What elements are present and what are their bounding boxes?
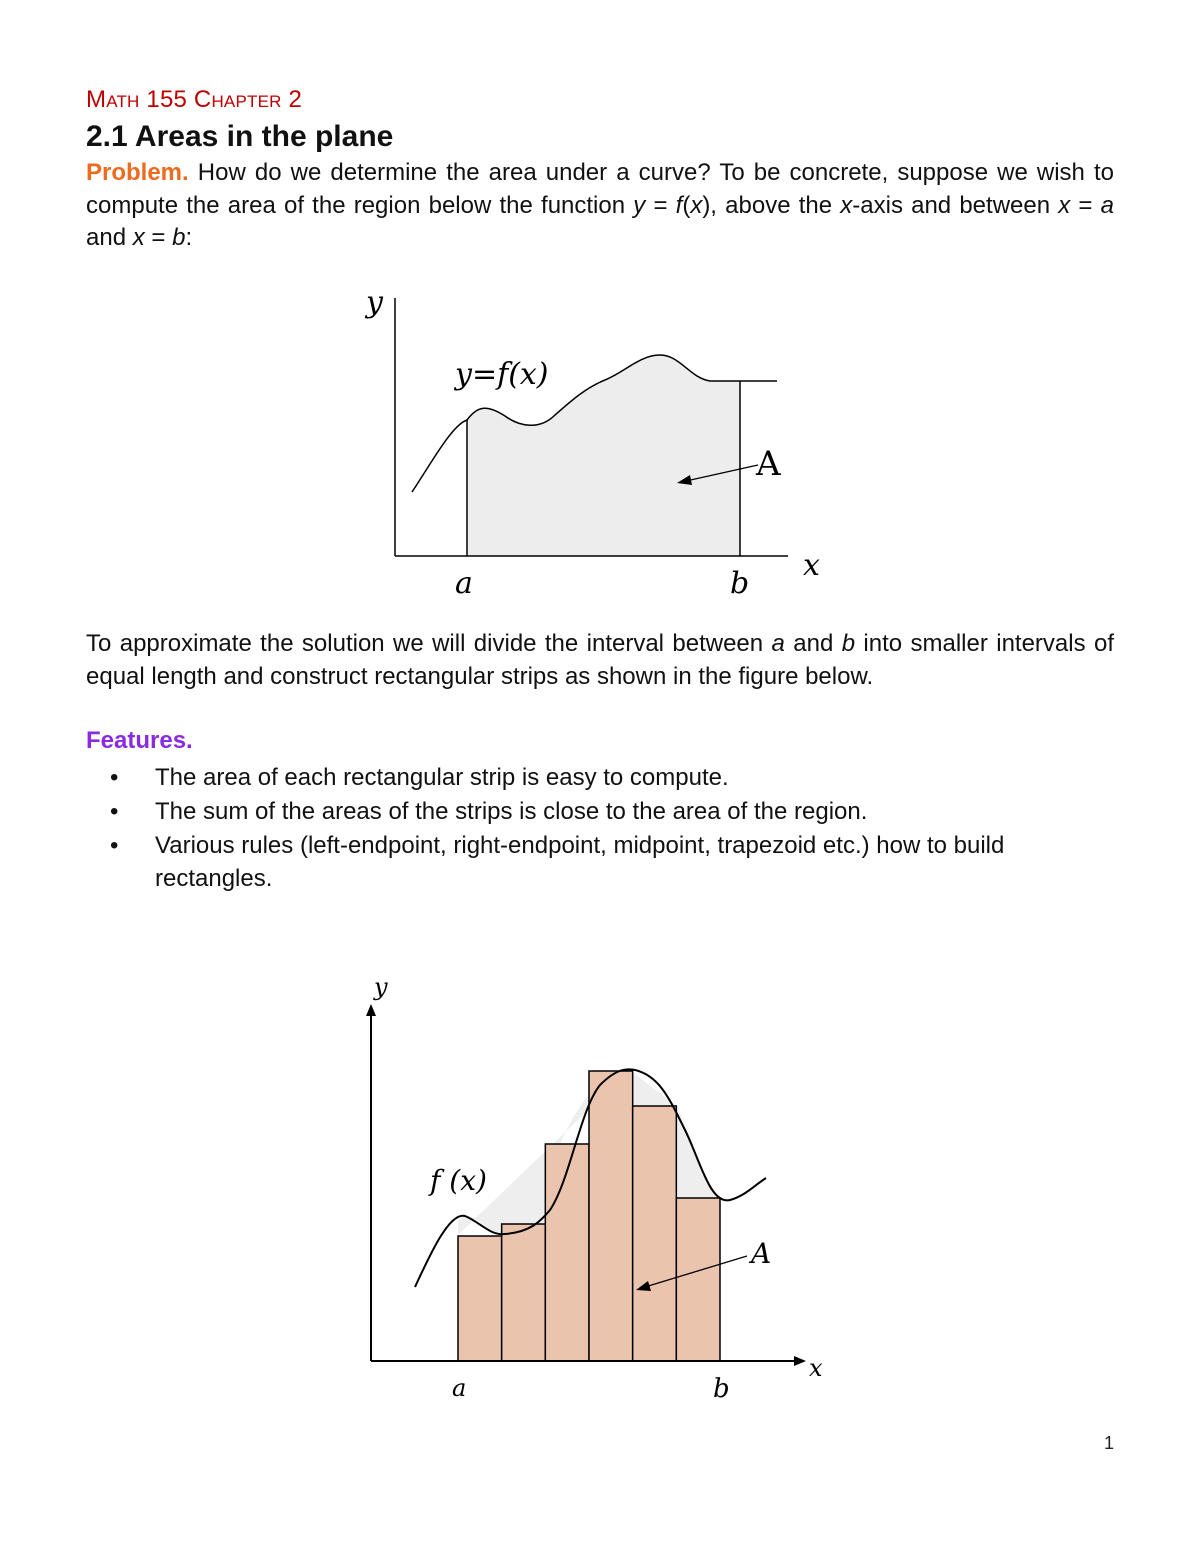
y-axis-label: y bbox=[374, 973, 388, 1001]
list-item: • Various rules (left-endpoint, right-endpoint, midpoint, trapezoid etc.) how to build rectangles. bbox=[110, 832, 1005, 892]
x-axis-label: x bbox=[803, 548, 820, 583]
problem-label: Problem. bbox=[86, 159, 189, 186]
section-heading: 2.1 Areas in the plane bbox=[86, 120, 394, 153]
rectangle-strip bbox=[545, 1144, 589, 1361]
x-axis-arrow-icon bbox=[794, 1356, 806, 1366]
bullet-icon: • bbox=[110, 764, 119, 791]
features-list bbox=[110, 762, 1114, 897]
page-number: 1 bbox=[1103, 1433, 1114, 1453]
approximation-paragraph: To approximate the solution we will divide the interval between a and b into smaller intervals of equal length and construct rectangular strips as shown in the figure below. bbox=[86, 630, 1114, 690]
a-label: a bbox=[455, 566, 473, 601]
rectangle-strip bbox=[633, 1106, 677, 1361]
rectangle-strip bbox=[458, 1236, 502, 1361]
b-label: b bbox=[713, 1374, 730, 1404]
rectangle-strip bbox=[676, 1198, 720, 1361]
list-item: • The sum of the areas of the strips is close to the area of the region. bbox=[110, 796, 1114, 829]
features-heading: Features. bbox=[86, 727, 193, 754]
area-label: A bbox=[751, 1237, 772, 1270]
y-axis-arrow-icon bbox=[366, 1004, 376, 1016]
rectangle-strip bbox=[502, 1224, 546, 1361]
list-item: • The area of each rectangular strip is easy to compute. bbox=[110, 762, 1114, 795]
bullet-icon: • bbox=[110, 798, 119, 825]
area-under-curve-figure bbox=[340, 280, 840, 610]
b-label: b bbox=[730, 566, 750, 601]
a-label: a bbox=[452, 1374, 467, 1402]
curve-label: y=f(x) bbox=[455, 357, 549, 392]
y-axis-label: y bbox=[366, 285, 383, 320]
problem-paragraph: Problem. How do we determine the area under a curve? To be concrete, suppose we wish to compute the area of the region below the function y = f(x), above the x-axis and between x = a and x = b: bbox=[86, 159, 1114, 251]
riemann-sum-figure bbox=[340, 970, 840, 1410]
curve-label: f (x) bbox=[430, 1164, 487, 1197]
bullet-icon: • bbox=[110, 832, 119, 859]
x-axis-label: x bbox=[809, 1354, 823, 1382]
course-title: Math 155 Chapter 2 bbox=[86, 86, 303, 113]
rectangle-strip bbox=[589, 1071, 633, 1361]
area-label: A bbox=[756, 444, 781, 484]
